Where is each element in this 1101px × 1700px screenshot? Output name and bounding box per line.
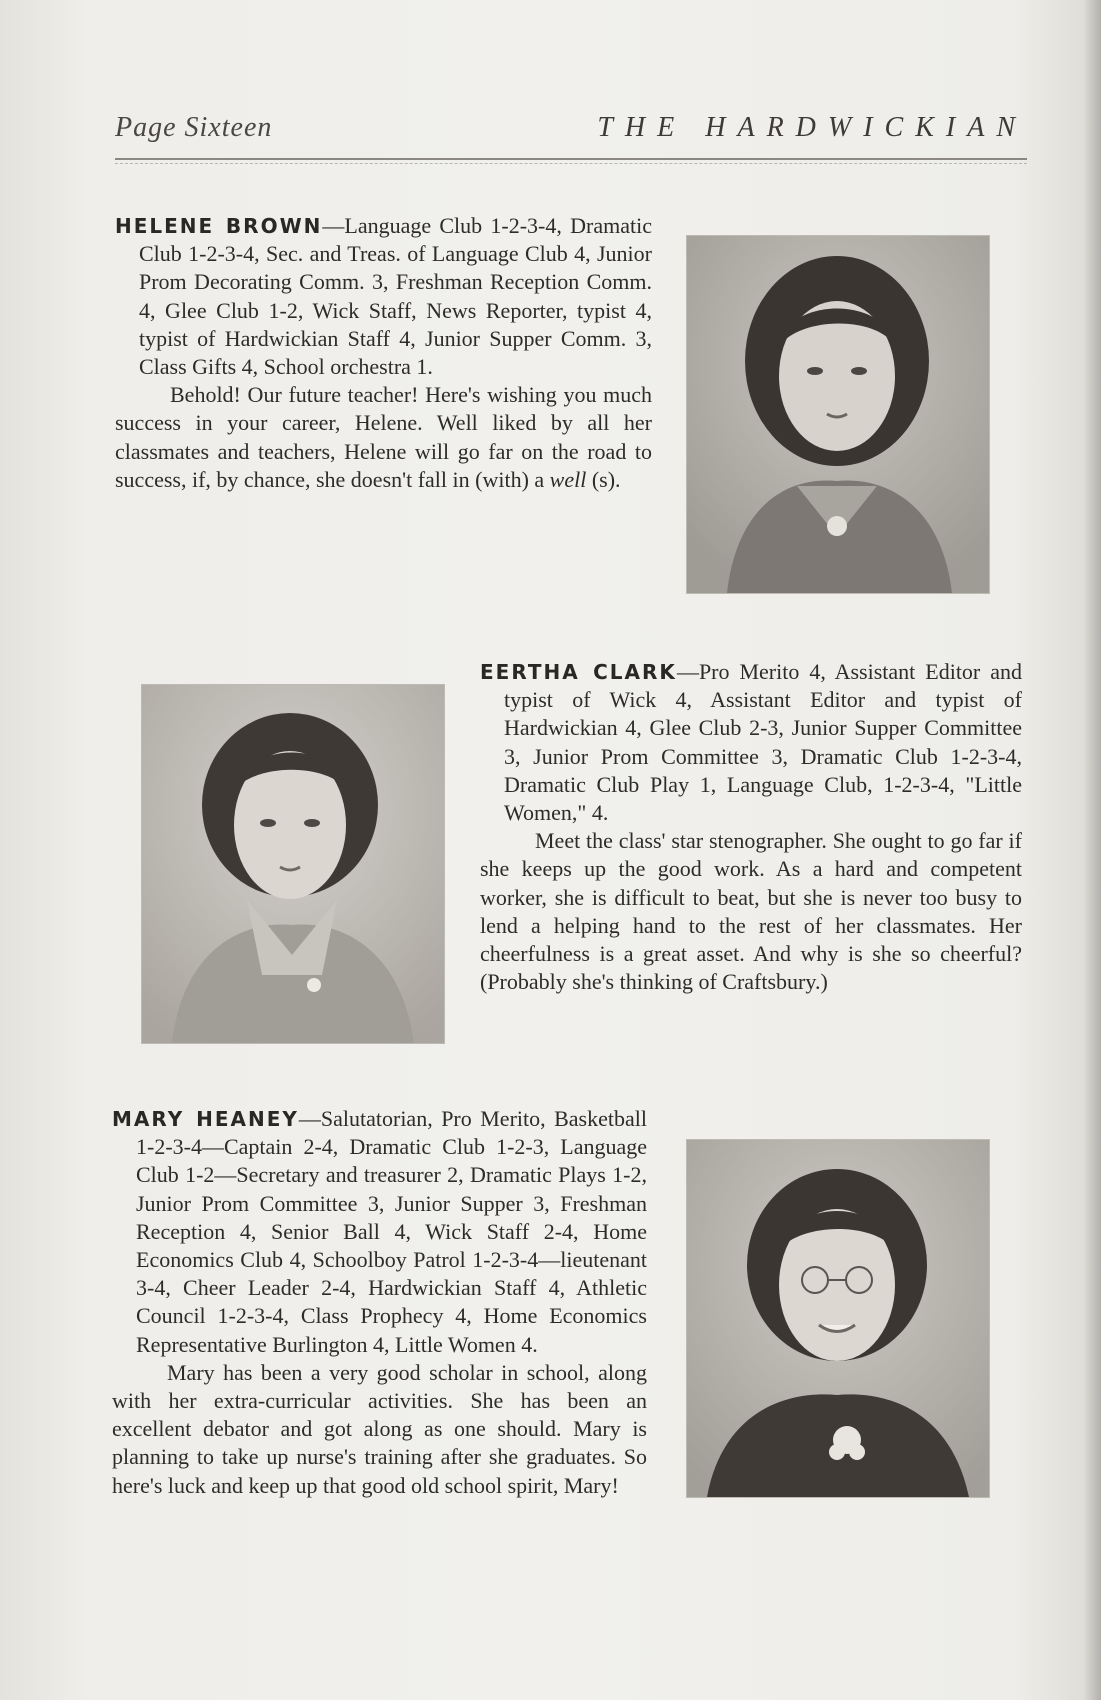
student-name: MARY HEANEY xyxy=(112,1107,299,1131)
entry-helene-brown xyxy=(115,212,652,494)
portrait-photo xyxy=(686,235,990,594)
entry-bio xyxy=(112,1359,647,1500)
bio-text: Meet the class' star stenographer. She ought to go far if she keeps up the good work. As a hard and competent worker, she is difficult to beat, but she is never too busy to lend a helping hand to the rest of her classmates. Her cheerfulness is a great asset. And why is she so cheerful? (Probably she's thinking of Craftsbury.) xyxy=(480,828,1022,995)
header-rule-secondary xyxy=(115,163,1027,164)
student-name: HELENE BROWN xyxy=(115,214,323,238)
bio-text: Mary has been a very good scholar in school, along with her extra-curricular activities. She has been an excellent debator and got along as one should. Mary is planning to take up nurse's training after she graduates. So here's luck and keep up that good old school spirit, Mary! xyxy=(112,1359,647,1498)
activities-text: Language Club 1-2-3-4, Dramatic Club 1-2-3-4, Sec. and Treas. of Language Club 4, Junior Prom Decorating Comm. 3, Freshman Reception Comm. 4, Glee Club 1-2, Wick Staff, News Reporter, typist 4, typist of Hardwickian Staff 4, Junior Supper Comm. 3, Class Gifts 4, School orchestra 1. xyxy=(139,213,652,380)
portrait-image xyxy=(142,685,444,1043)
portrait-photo xyxy=(141,684,445,1044)
portrait-image xyxy=(687,236,989,593)
entry-eertha-clark xyxy=(480,658,1022,996)
bio-text: Behold! Our future teacher! Here's wishing you much success in your career, Helene. Well liked by all her classmates and teachers, Helene will go far on the road to success, if, by chance, she doesn't fall in (with) a xyxy=(115,382,652,492)
activities-text: Salutatorian, Pro Merito, Basketball 1-2-3-4—Captain 2-4, Dramatic Club 1-2-3, Language Club 1-2—Secretary and treasurer 2, Dramatic Plays 1-2, Junior Prom Committee 3, Junior Supper 3, Freshman Reception 4, Senior Ball 4, Wick Staff 2-4, Home Economics Club 4, Schoolboy Patrol 1-2-3-4—lieutenant 3-4, Cheer Leader 2-4, Hardwickian Staff 4, Athletic Council 1-2-3-4, Class Prophecy 4, Home Economics Representative Burlington 4, Little Women 4. xyxy=(136,1106,647,1357)
entry-bio xyxy=(115,381,652,494)
entry-mary-heaney xyxy=(112,1105,647,1500)
bio-italic: well xyxy=(549,466,587,492)
portrait-image xyxy=(687,1140,989,1497)
publication-title: THE HARDWICKIAN xyxy=(597,112,1027,143)
header-rule xyxy=(115,158,1027,160)
activities-text: Pro Merito 4, Assistant Editor and typist of Wick 4, Assistant Editor and typist of Hardwickian 4, Glee Club 2-3, Junior Supper Committee 3, Junior Prom Committee 3, Dramatic Club 1-2-3-4, Dramatic Club Play 1, Language Club, 1-2-3-4, "Little Women," 4. xyxy=(504,659,1022,826)
entry-activities: HELENE BROWN—Language Club 1-2-3-4, Dramatic Club 1-2-3-4, Sec. and Treas. of Language Club 4, Junior Prom Decorating Comm. 3, Freshman Reception Comm. 4, Glee Club 1-2, Wick Staff, News Reporter, typist 4, typist of Hardwickian Staff 4, Junior Supper Comm. 3, Class Gifts 4, School orchestra 1. xyxy=(115,213,652,380)
bio-end: (s). xyxy=(591,466,621,492)
entry-activities: MARY HEANEY—Salutatorian, Pro Merito, Basketball 1-2-3-4—Captain 2-4, Dramatic Club 1-2-3, Language Club 1-2—Secretary and treasurer 2, Dramatic Plays 1-2, Junior Prom Committee 3, Junior Supper 3, Freshman Reception 4, Senior Ball 4, Wick Staff 2-4, Home Economics Club 4, Schoolboy Patrol 1-2-3-4—lieutenant 3-4, Cheer Leader 2-4, Hardwickian Staff 4, Athletic Council 1-2-3-4, Class Prophecy 4, Home Economics Representative Burlington 4, Little Women 4. xyxy=(112,1106,647,1357)
page-edge-shadow xyxy=(1083,0,1101,1700)
entry-activities: EERTHA CLARK—Pro Merito 4, Assistant Editor and typist of Wick 4, Assistant Editor and typist of Hardwickian 4, Glee Club 2-3, Junior Supper Committee 3, Junior Prom Committee 3, Dramatic Club 1-2-3-4, Dramatic Club Play 1, Language Club, 1-2-3-4, "Little Women," 4. xyxy=(480,659,1022,826)
page-number: Page Sixteen xyxy=(115,112,273,143)
student-name: EERTHA CLARK xyxy=(480,660,677,684)
entry-bio xyxy=(480,827,1022,996)
portrait-photo xyxy=(686,1139,990,1498)
page-header xyxy=(115,112,1027,152)
